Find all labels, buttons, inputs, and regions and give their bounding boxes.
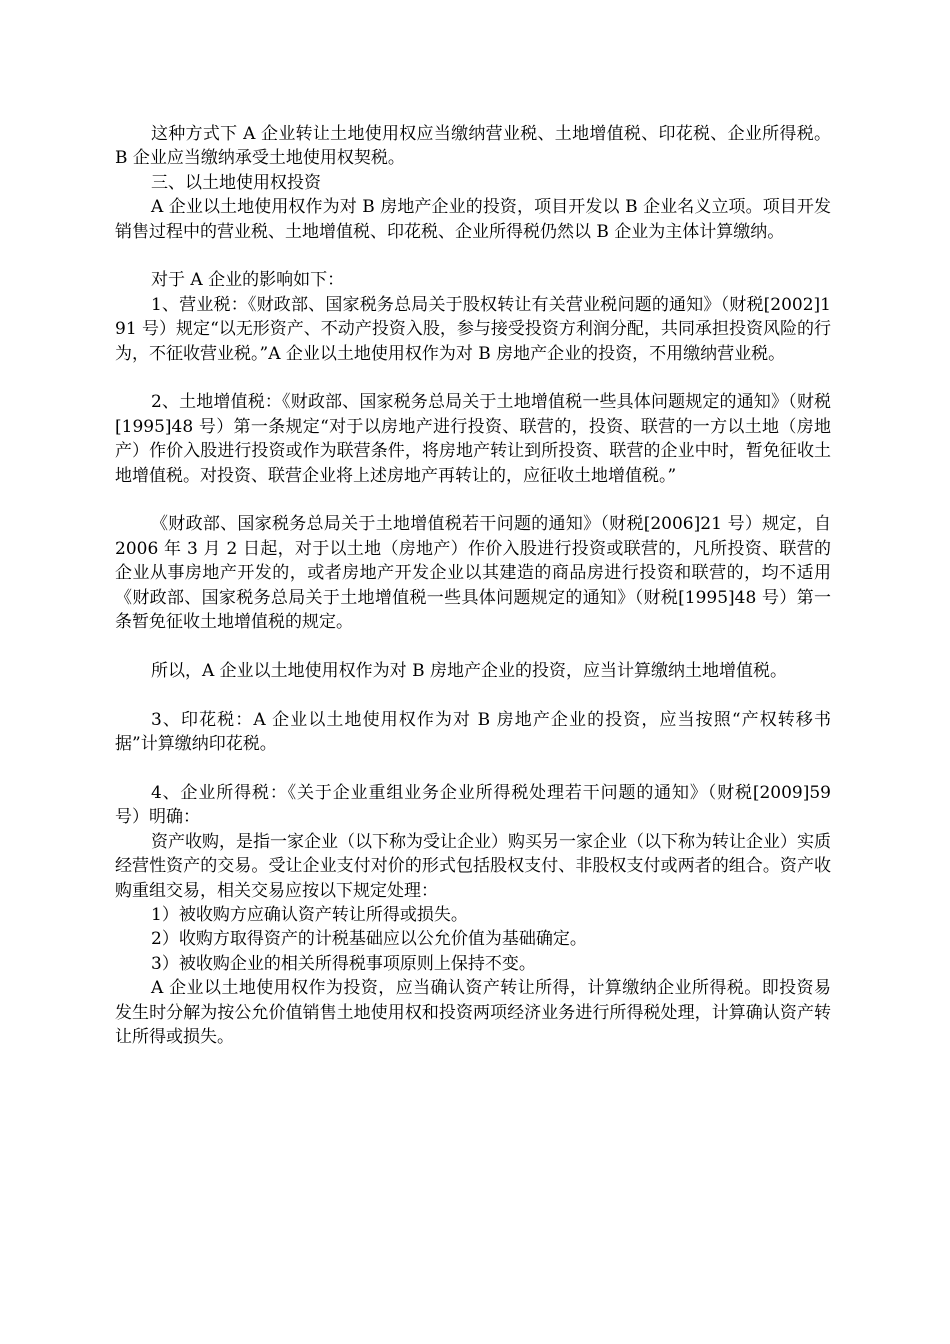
list-item-3: 3）被收购企业的相关所得税事项原则上保持不变。 bbox=[151, 953, 536, 974]
document-body bbox=[115, 122, 831, 1049]
paragraph-land-vat-2006: 《财政部、国家税务总局关于土地增值税若干问题的通知》（财税[2006]21 号）规定，自 2006 年 3 月 2 日起，对于以土地（房地产）作价入股进行投资或联营的，凡所投资、联营的企业从事房地产开发的，或者房地产开发企业以其建造的商品房进行投资和联营的，均不适用《财政部、国家税务总局关于土地增值税一些具体问题规定的通知》（财税[1995]48 号）第一条暂免征收土地增值税的规定。 bbox=[115, 514, 831, 633]
blank-line bbox=[115, 244, 831, 268]
paragraph-income-tax: 4、企业所得税：《关于企业重组业务企业所得税处理若干问题的通知》（财税[2009]59 号）明确： bbox=[115, 782, 831, 828]
paragraph-land-vat: 2、土地增值税：《财政部、国家税务总局关于土地增值税一些具体问题规定的通知》（财税[1995]48 号）第一条规定“对于以房地产进行投资、联营的，投资、联营的一方以土地（房地产）作价入股进行投资或作为联营条件，将房地产转让到所投资、联营的企业中时，暂免征收土地增值税。对投资、联营企业将上述房地产再转让的，应征收土地增值税。” bbox=[115, 392, 831, 486]
paragraph-land-vat-conclusion: 所以，A 企业以土地使用权作为对 B 房地产企业的投资，应当计算缴纳土地增值税。 bbox=[151, 660, 787, 681]
paragraph-business-tax: 1、营业税：《财政部、国家税务总局关于股权转让有关营业税问题的通知》（财税[2002]191 号）规定“以无形资产、不动产投资入股，参与接受投资方利润分配，共同承担投资风险的行为，不征收营业税。”A 企业以土地使用权作为对 B 房地产企业的投资，不用缴纳营业税。 bbox=[115, 294, 831, 364]
paragraph-income-tax-conclusion: A 企业以土地使用权作为投资，应当确认资产转让所得，计算缴纳企业所得税。即投资易发生时分解为按公允价值销售土地使用权和投资两项经济业务进行所得税处理，计算确认资产转让所得或损失。 bbox=[115, 978, 831, 1047]
blank-line bbox=[115, 488, 831, 512]
blank-line bbox=[115, 756, 831, 780]
paragraph-asset-acquisition: 资产收购，是指一家企业（以下称为受让企业）购买另一家企业（以下称为转让企业）实质经营性资产的交易。受让企业支付对价的形式包括股权支付、非股权支付或两者的组合。资产收购重组交易，相关交易应按以下规定处理： bbox=[115, 831, 831, 901]
section-heading-3: 三、以土地使用权投资 bbox=[151, 172, 321, 193]
paragraph-investment-overview: A 企业以土地使用权作为对 B 房地产企业的投资，项目开发以 B 企业名义立项。项目开发销售过程中的营业税、土地增值税、印花税、企业所得税仍然以 B 企业为主体计算缴纳。 bbox=[115, 197, 831, 242]
paragraph-intro: 这种方式下 A 企业转让土地使用权应当缴纳营业税、土地增值税、印花税、企业所得税。B 企业应当缴纳承受土地使用权契税。 bbox=[115, 124, 831, 169]
paragraph-stamp-tax: 3、印花税：A 企业以土地使用权作为对 B 房地产企业的投资，应当按照“产权转移书据”计算缴纳印花税。 bbox=[115, 709, 831, 755]
list-item-2: 2）收购方取得资产的计税基础应以公允价值为基础确定。 bbox=[151, 929, 587, 950]
blank-line bbox=[115, 683, 831, 707]
paragraph-impact-intro: 对于 A 企业的影响如下： bbox=[151, 270, 345, 291]
blank-line bbox=[115, 634, 831, 658]
blank-line bbox=[115, 366, 831, 390]
list-item-1: 1）被收购方应确认资产转让所得或损失。 bbox=[151, 904, 468, 925]
